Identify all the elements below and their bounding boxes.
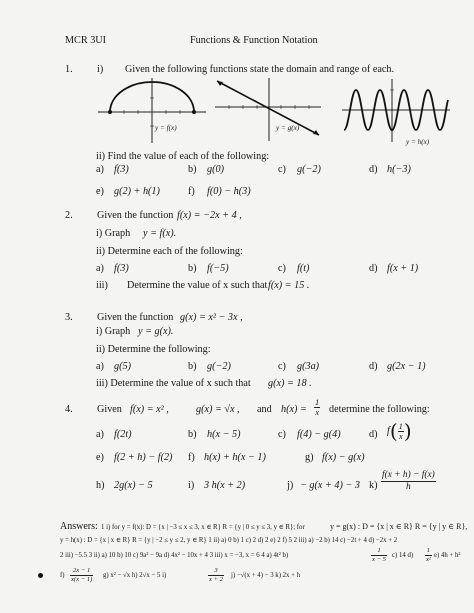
q1-sub-i-text: Given the following functions state the domain and range of each. [125,64,395,75]
q4-h-fraction [314,398,320,417]
q1-d-expr: h(−3) [387,164,411,175]
q4-f-expr: h(x) + h(x − 1) [204,452,266,463]
q3-sub-i-math: y = g(x). [138,326,174,337]
answers-frac-f-den: x(x − 1) [71,575,93,583]
q4-and: and [257,404,272,415]
q4-k-label: k) [369,480,378,491]
q4-b-label: b) [188,429,197,440]
q1-sub-i-label: i) [97,64,104,75]
q2-a-expr: f(3) [114,263,129,274]
page-title: Functions & Function Notation [190,35,318,46]
q4-number: 4. [65,404,73,415]
q4-i-expr: 3 h(x + 2) [204,480,246,491]
q3-sub-iii-math: g(x) = 18 . [268,378,312,389]
answers-line4b: j) −√(x + 4) − 3 k) 2x + h [231,572,301,579]
q4-d-numerator: 1 [398,420,403,431]
q2-intro: Given the function [97,210,174,221]
q4-j-label: j) [287,480,294,491]
q3-b-label: b) [188,361,197,372]
q4-f-label: f) [188,452,195,463]
q2-b-label: b) [188,263,197,274]
answers-frac-b-den: x − 5 [372,555,386,563]
q4-k-numerator: f(x + h) − f(x) [382,470,435,480]
answers-frac-i-den: x + 2 [209,575,223,583]
q3-intro: Given the function [97,312,174,323]
answers-frac-d-den: x² [426,555,431,563]
q4-d-func: f [387,425,390,437]
q3-sub-i: i) Graph [96,326,131,337]
q4-k-denominator: h [406,482,411,492]
graph-h-label: y = h(x) [406,138,430,146]
q4-i-label: i) [188,480,195,491]
q4-c-label: c) [278,429,286,440]
q1-f-label: f) [188,186,195,197]
answers-frac-f-num: 2x − 1 [70,567,93,576]
q1-sub-ii-text: ii) Find the value of each of the following: [96,151,270,162]
q3-c-label: c) [278,361,286,372]
q4-b-expr: h(x − 5) [207,429,241,440]
graph-g-line [213,75,323,145]
q4-d-paren-close: ) [403,419,412,443]
answers-label: Answers: [60,521,98,532]
q1-e-label: e) [96,186,104,197]
answers-line1b: y = g(x) : D = {x | x ∈ R} R = {y | y ∈ R}, [330,522,468,531]
bullet-dot [38,573,43,578]
q2-sub-i-math: y = f(x). [143,228,177,239]
q3-sub-ii: ii) Determine the following: [96,344,211,355]
q4-h-expr: 2g(x) − 5 [114,480,153,491]
q4-d-expr [387,419,412,443]
q3-d-label: d) [369,361,378,372]
answers-frac-b-num: 1 [371,547,387,556]
answers-frac-d-num: 1 [426,547,431,555]
q3-b-expr: g(−2) [207,361,231,372]
q2-c-expr: f(t) [297,263,310,274]
q2-b-expr: f(−5) [207,263,229,274]
answers-line3b: c) 14 d) [392,552,414,559]
q1-a-label: a) [96,164,104,175]
q4-given: Given [97,404,122,415]
q1-number: 1. [65,64,73,75]
answers-frac-d [425,546,432,564]
q3-sub-iii: iii) Determine the value of x such that [96,378,251,389]
q3-d-expr: g(2x − 1) [387,361,426,372]
q4-g-label: g) [305,452,314,463]
q4-c-expr: f(4) − g(4) [297,429,341,440]
q1-f-expr: f(0) − h(3) [207,186,251,197]
answers-frac-f [70,566,93,584]
q3-a-label: a) [96,361,104,372]
graph-g-label: y = g(x) [276,124,300,132]
q2-sub-iii-text: Determine the value of x such that [127,280,268,291]
q1-c-label: c) [278,164,286,175]
q4-f-def: f(x) = x² , [130,404,169,415]
answers-line2: y = h(x) : D = {x | x ∈ R} R = {y | −2 ≤ y ≤ 2, y ∈ R} 1 ii) a) 0 b) 1 c) 2 d) 2 e) 2 f) 5 2 iii) a) −2 b) 14 c) −2t + 4 d) −2x + 2 [60,537,398,544]
answers-line1a: 1 i) for y = f(x): D = {x | −3 ≤ x ≤ 3, x ∈ R} R = {y | 0 ≤ y ≤ 3, y ∈ R}; for [101,524,305,531]
q3-a-expr: g(5) [114,361,131,372]
q2-sub-iii-label: iii) [96,280,108,291]
q1-b-expr: g(0) [207,164,224,175]
q2-number: 2. [65,210,73,221]
answers-frac-i-num: 3 [208,567,224,576]
answers-frac-i [208,566,224,584]
q4-d-denominator: x [398,430,403,441]
q2-d-expr: f(x + 1) [387,263,419,274]
q1-a-expr: f(3) [114,164,129,175]
answers-frac-b [371,546,387,564]
q3-number: 3. [65,312,73,323]
answers-line3a: 2 iii) −5.5 3 ii) a) 10 b) 10 c) 9a² − 9a d) 4x² − 10x + 4 3 iii) x = −3, x = 6 4 a) 4t² b) [60,552,289,559]
graph-f-label: y = f(x) [155,124,177,132]
q3-c-expr: g(3a) [297,361,320,372]
q1-c-expr: g(−2) [297,164,321,175]
q2-c-label: c) [278,263,286,274]
q4-k-fraction [381,470,436,493]
course-code: MCR 3UI [65,35,107,46]
q4-e-label: e) [96,452,104,463]
q2-sub-ii: ii) Determine each of the following: [96,246,243,257]
q1-d-label: d) [369,164,378,175]
q4-j-expr: − g(x + 4) − 3 [300,480,360,491]
graph-f-semicircle [96,75,208,145]
q4-e-expr: f(2 + h) − f(2) [114,452,173,463]
q1-b-label: b) [188,164,197,175]
q1-e-expr: g(2) + h(1) [114,186,160,197]
q2-d-label: d) [369,263,378,274]
q4-h-numerator: 1 [315,397,320,407]
q4-h-denominator: x [315,407,320,417]
q2-sub-i: i) Graph [96,228,131,239]
q4-h-lhs: h(x) = [281,404,307,415]
q4-a-expr: f(2t) [114,429,132,440]
graph-h-sine [340,76,452,144]
q4-g-def: g(x) = √x , [196,404,240,415]
q4-a-label: a) [96,429,104,440]
answers-line3c: e) 4h + h² [434,552,461,559]
q2-function: f(x) = −2x + 4 , [177,210,242,221]
q4-h-label: h) [96,480,105,491]
q2-a-label: a) [96,263,104,274]
answers-line4-f: f) [60,572,65,579]
q4-g-expr: f(x) − g(x) [322,452,365,463]
q3-function: g(x) = x² − 3x , [180,312,243,323]
q4-tail: determine the following: [329,404,430,415]
q2-sub-iii-math: f(x) = 15 . [268,280,310,291]
q4-d-paren-open: ( [389,419,398,443]
answers-line4a: g) x² − √x h) 2√x − 5 i) [103,572,167,579]
q4-d-label: d) [369,429,378,440]
